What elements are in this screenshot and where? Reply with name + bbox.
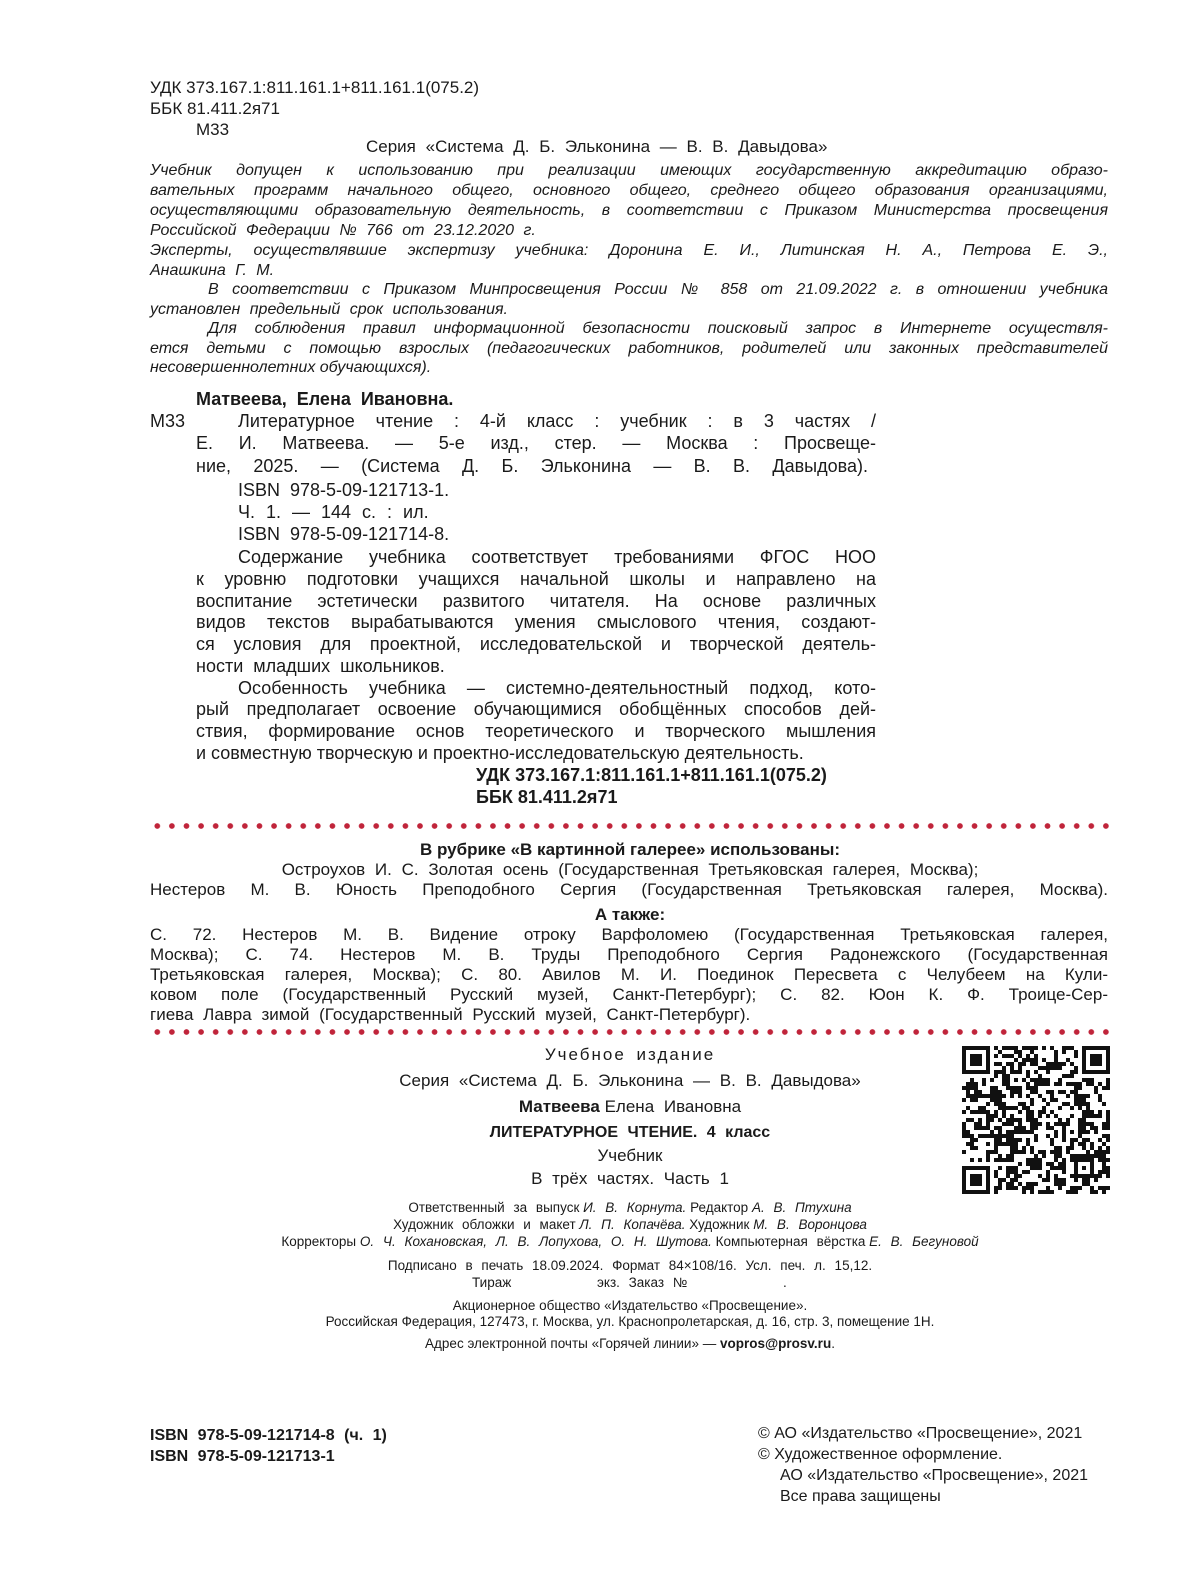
biblio-line: воспитание эстетически развитого читателя. На основе различных <box>196 591 876 611</box>
copyright-line: АО «Издательство «Просвещение», 2021 <box>780 1467 1089 1484</box>
biblio-line: ся условия для проектной, исследовательской и творческой деятель- <box>196 634 876 654</box>
publisher-name: Акционерное общество «Издательство «Просвещение». <box>452 1298 808 1313</box>
staff-person: Е. В. Бегуновой <box>869 1234 979 1249</box>
biblio-line: Особенность учебника — системно-деятельностный подход, кото- <box>238 678 876 698</box>
rights-line: Все права защищены <box>780 1488 941 1505</box>
imprint-author-surname: Матвеева <box>518 1097 600 1116</box>
copyright-line: © Художественное оформление. <box>758 1446 1003 1463</box>
biblio-line: видов текстов вырабатываются умения смыслового чтения, создают- <box>196 612 876 632</box>
biblio-pages: Ч. 1. — 144 с. : ил. <box>238 502 429 522</box>
imprint-author <box>380 1097 880 1117</box>
dotted-divider <box>150 1028 1110 1036</box>
biblio-line: ствия, формирование основ теоретического и творческого мышления <box>196 721 876 741</box>
order-end: . <box>783 1275 787 1290</box>
bbk-line: ББК 81.411.2я71 <box>150 99 280 118</box>
imprint-series: Серия «Система Д. Б. Эльконина — В. В. Давыдова» <box>399 1071 861 1090</box>
note-line: Анашкина Г. М. <box>150 262 275 279</box>
biblio-line: к уровню подготовки учащихся начальной школы и направлено на <box>196 569 876 589</box>
staff-person: Л. П. Копачёва. <box>579 1217 686 1232</box>
biblio-udk: УДК 373.167.1:811.161.1+811.161.1(075.2) <box>476 765 827 785</box>
email-end: . <box>831 1336 835 1351</box>
also-line: ковом поле (Государственный Русский музей, Санкт-Петербург); С. 82. Юон К. Ф. Троице-Сер- <box>150 985 1108 1004</box>
qr-code <box>962 1046 1110 1194</box>
imprint-part: В трёх частях. Часть 1 <box>531 1169 729 1188</box>
staff-person: М. В. Воронцова <box>753 1217 867 1232</box>
author-code: М33 <box>196 120 230 139</box>
also-line: С. 72. Нестеров М. В. Видение отроку Варфоломею (Государственная Третьяковская галерея, <box>150 925 1108 944</box>
biblio-line: рый предполагает освоение обучающимися обобщённых способов дей- <box>196 699 876 719</box>
biblio-author: Матвеева, Елена Ивановна. <box>196 389 454 409</box>
staff-label: Художник <box>689 1217 750 1232</box>
publisher-address: Российская Федерация, 127473, г. Москва, ул. Краснопролетарская, д. 16, стр. 3, помещение 1Н. <box>325 1314 935 1329</box>
note-line: Эксперты, осуществлявшие экспертизу учебника: Доронина Е. И., Литинская Н. А., Петрова Е. Э., <box>150 242 1108 259</box>
staff-label: Ответственный за выпуск <box>408 1200 580 1215</box>
also-heading: А также: <box>594 905 666 924</box>
note-line: вательных программ начального общего, основного общего, среднего общего образования организациями, <box>150 182 1108 199</box>
staff-label: Корректоры <box>281 1234 357 1249</box>
biblio-line: и совместную творческую и проектно-исследовательскую деятельность. <box>196 743 804 763</box>
copyright-line: © АО «Издательство «Просвещение», 2021 <box>758 1425 1083 1442</box>
also-line: Москва); С. 74. Нестеров М. В. Труды Преподобного Сергия Радонежского (Государственная <box>150 945 1108 964</box>
edition-type: Учебное издание <box>544 1045 716 1064</box>
note-line: ется детьми с помощью взрослых (педагогических работников, родителей или законных представителей <box>150 340 1108 357</box>
note-line: установлен предельный срок использования. <box>150 301 508 318</box>
note-line: Для соблюдения правил информационной безопасности поисковый запрос в Интернете осуществля- <box>208 320 1108 337</box>
staff-label: Компьютерная вёрстка <box>715 1234 866 1249</box>
staff-label: Редактор <box>690 1200 749 1215</box>
biblio-isbn: ISBN 978-5-09-121714-8. <box>238 524 450 544</box>
biblio-line: ности младших школьников. <box>196 656 445 676</box>
gallery-heading: В рубрике «В картинной галерее» использованы: <box>419 840 841 859</box>
staff-person: О. Ч. Кохановская, Л. В. Лопухова, О. Н. Шутова. <box>359 1234 712 1249</box>
biblio-line: Литературное чтение : 4-й класс : учебник : в 3 частях / <box>238 411 876 431</box>
imprint-title: ЛИТЕРАТУРНОЕ ЧТЕНИЕ. 4 класс <box>489 1124 771 1141</box>
print-info: Подписано в печать 18.09.2024. Формат 84×108/16. Усл. печ. л. 15,12. <box>387 1258 873 1273</box>
staff-line-1 <box>200 1200 1060 1215</box>
note-line: В соответствии с Приказом Минпросвещения России № 858 от 21.09.2022 г. в отношении учебника <box>208 281 1108 298</box>
biblio-isbn: ISBN 978-5-09-121713-1. <box>238 480 450 500</box>
note-line: Российской Федерации № 766 от 23.12.2020 г. <box>150 222 536 239</box>
order-label: экз. Заказ № <box>597 1275 688 1290</box>
also-line: гиева Лавра зимой (Государственный Русский музей, Санкт-Петербург). <box>150 1005 751 1024</box>
footer-isbn-part: ISBN 978-5-09-121714-8 (ч. 1) <box>150 1427 387 1444</box>
also-line: Третьяковская галерея, Москва); С. 80. Авилов М. И. Поединок Пересвета с Челубеем на Кули- <box>150 965 1108 984</box>
biblio-line: Е. И. Матвеева. — 5-е изд., стер. — Москва : Просвеще- <box>196 433 876 453</box>
note-line: несовершеннолетних обучающихся). <box>150 359 432 376</box>
footer-isbn-set: ISBN 978-5-09-121713-1 <box>150 1448 335 1465</box>
gallery-line: Нестеров М. В. Юность Преподобного Сергия (Государственная Третьяковская галерея, Москва). <box>150 880 1108 899</box>
staff-label: Художник обложки и макет <box>393 1217 576 1232</box>
staff-person: И. В. Корнута. <box>583 1200 687 1215</box>
biblio-line: Содержание учебника соответствует требованиями ФГОС НОО <box>238 547 876 567</box>
email-line <box>200 1336 1060 1351</box>
udk-line: УДК 373.167.1:811.161.1+811.161.1(075.2) <box>150 78 480 97</box>
note-line: осуществляющими образовательную деятельность, в соответствии с Приказом Министерства просвещения <box>150 202 1108 219</box>
biblio-line: ние, 2025. — (Система Д. Б. Эльконина — В. В. Давыдова). <box>196 456 868 476</box>
imprint-author-name: Елена Ивановна <box>604 1097 742 1116</box>
series-line: Серия «Система Д. Б. Эльконина — В. В. Давыдова» <box>366 137 828 156</box>
biblio-bbk: ББК 81.411.2я71 <box>476 787 618 807</box>
note-line: Учебник допущен к использованию при реализации имеющих государственную аккредитацию образо- <box>150 162 1108 179</box>
tirage-label: Тираж <box>472 1275 512 1290</box>
biblio-code: М33 <box>150 411 186 431</box>
staff-person: А. В. Птухина <box>751 1200 852 1215</box>
staff-line-2 <box>200 1217 1060 1232</box>
dotted-divider <box>150 822 1110 830</box>
email-label: Адрес электронной почты «Горячей линии» — <box>425 1336 717 1351</box>
email-address[interactable]: vopros@prosv.ru <box>720 1336 832 1351</box>
imprint-kind: Учебник <box>597 1146 663 1165</box>
staff-line-3 <box>200 1234 1060 1249</box>
gallery-line: Остроухов И. С. Золотая осень (Государственная Третьяковская галерея, Москва); <box>281 860 979 879</box>
